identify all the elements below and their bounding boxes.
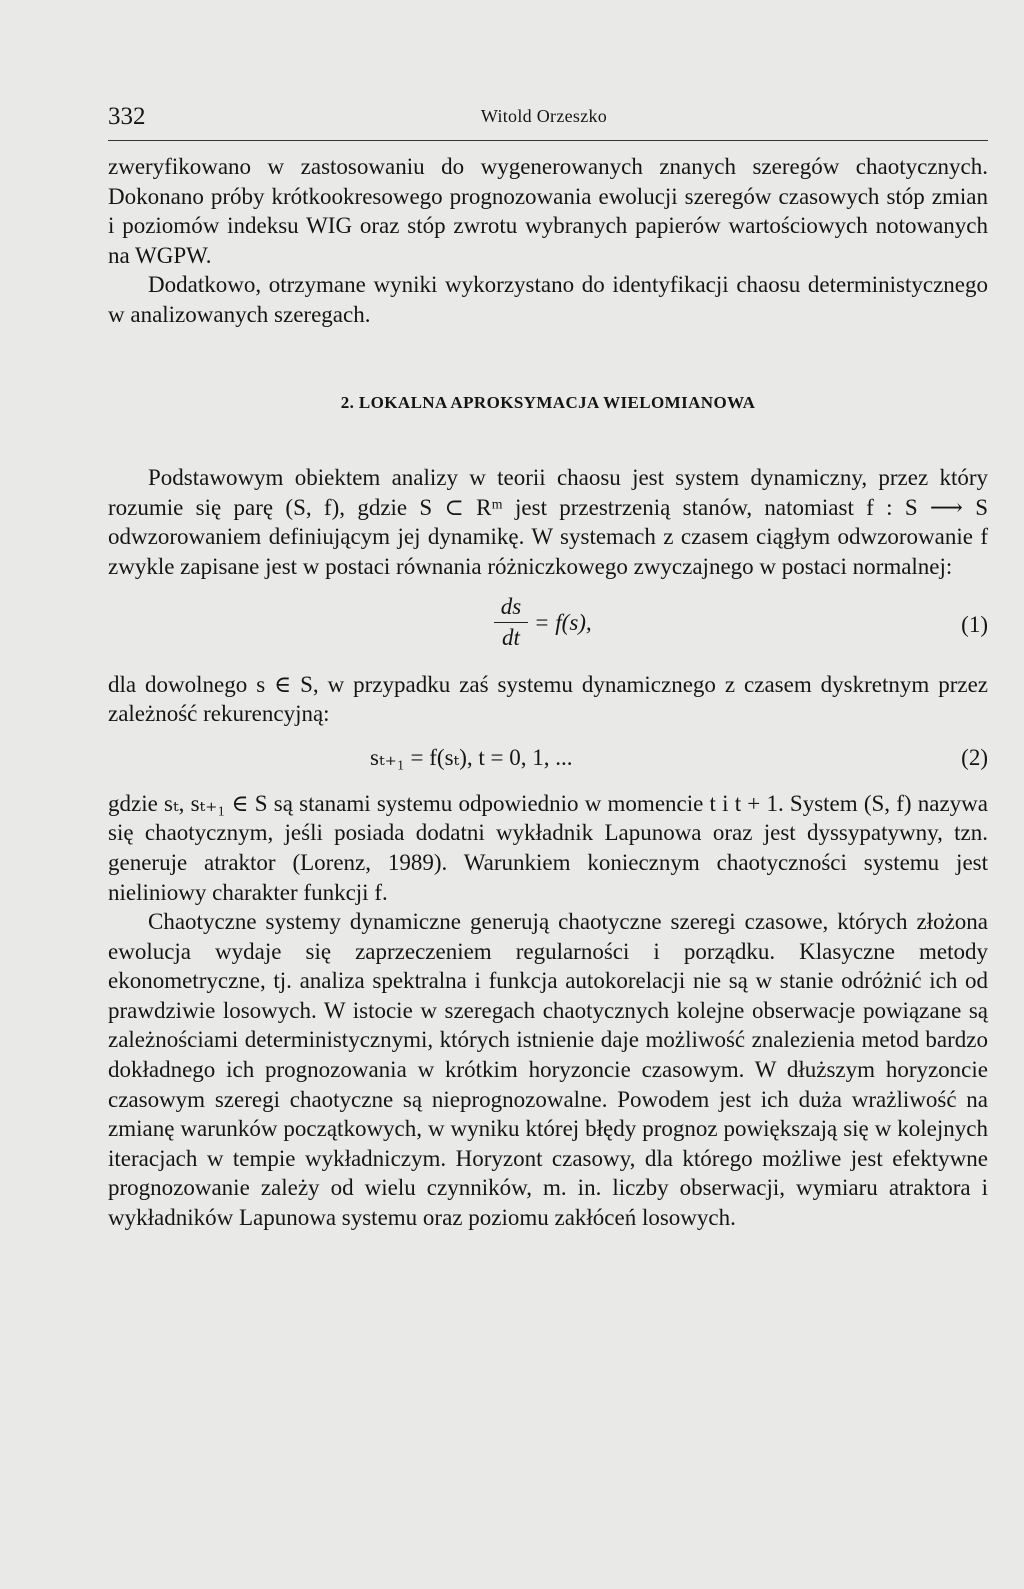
header-rule — [108, 140, 988, 141]
intro-paragraph: zweryfikowano w zastosowaniu do wygenerowanych znanych szeregów chaotycznych. Dokonano próby krótkookresowego prognozowania ewolucji szeregów czasowych stóp zmian i poziomów indeksu WIG oraz stóp zwrotu wybranych papierów wartościowych notowanych na WGPW. — [108, 154, 988, 268]
paragraph-definition: Podstawowym obiektem analizy w teorii chaosu jest system dynamiczny, przez który rozumie się parę (S, f), gdzie S ⊂ Rᵐ jest przestrzenią stanów, natomiast f : S ⟶ S odwzorowaniem definiującym jej dynamikę. W systemach z czasem ciągłym odwzorowanie f zwykle zapisane jest w postaci równania różniczkowego zwyczajnego w postaci normalnej: — [108, 465, 988, 579]
page-header — [108, 103, 980, 133]
paragraph-chaotic-series: Chaotyczne systemy dynamiczne generują chaotyczne szeregi czasowe, których złożona ewolucja wydaje się zaprzeczeniem regularności i porządku. Klasyczne metody ekonometryczne, tj. analiza spektralna i funkcja autokorelacji nie są w stanie odróżnić ich od prawdziwie losowych. W istocie w szeregach chaotycznych kolejne obserwacje powiązane są zależnościami deterministycznymi, których istnienie daje możliwość znalezienia metod bardzo dokładnego ich prognozowania w krótkim horyzoncie czasowym. W dłuższym horyzoncie czasowym szeregi chaotyczne są nieprognozowalne. Powodem jest ich duża wrażliwość na zmianę warunków początkowych, w wyniku której błędy prognoz powiększają się w kolejnych iteracjach w tempie wykładniczym. Horyzont czasowy, dla którego możliwe jest efektywne prognozowanie zależy od wielu czynników, m. in. liczby obserwacji, wymiaru atraktora i wykładników Lapunowa systemu oraz poziomu zakłóceń losowych. — [108, 909, 988, 1231]
running-head: Witold Orzeszko — [480, 106, 608, 126]
equation-1-number: (1) — [961, 611, 988, 637]
equation-1-fraction — [494, 594, 528, 651]
equation-2-number: (2) — [961, 744, 988, 770]
body-text — [108, 152, 988, 1233]
section-heading: 2. LOKALNA APROKSYMACJA WIELOMIANOWA — [340, 392, 756, 412]
paragraph-states: gdzie sₜ, sₜ₊₁ ∈ S są stanami systemu odpowiednio w momencie t i t + 1. System (S, f) nazywa się chaotycznym, jeśli posiada dodatni wykładnik Lapunowa oraz jest dyssypatywny, tzn. generuje atraktor (Lorenz, 1989). Warunkiem koniecznym chaotyczności systemu jest nieliniowy charakter funkcji f. — [108, 790, 988, 905]
paragraph-discrete: dla dowolnego s ∈ S, w przypadku zaś systemu dynamicznego z czasem dyskretnym przez zależność rekurencyjną: — [108, 671, 988, 727]
equation-2-expression: sₜ₊₁ = f(sₜ), t = 0, 1, ... — [370, 744, 573, 770]
intro-paragraph-2: Dodatkowo, otrzymane wyniki wykorzystano do identyfikacji chaosu deterministycznego w analizowanych szeregach. — [108, 272, 988, 327]
equation-1-denominator: dt — [502, 624, 520, 650]
equation-2 — [108, 739, 988, 779]
equation-1-rhs: = f(s), — [534, 609, 592, 635]
equation-1 — [108, 586, 988, 662]
fraction-bar — [494, 622, 528, 623]
equation-1-numerator: ds — [500, 593, 522, 619]
page-number: 332 — [108, 103, 146, 130]
